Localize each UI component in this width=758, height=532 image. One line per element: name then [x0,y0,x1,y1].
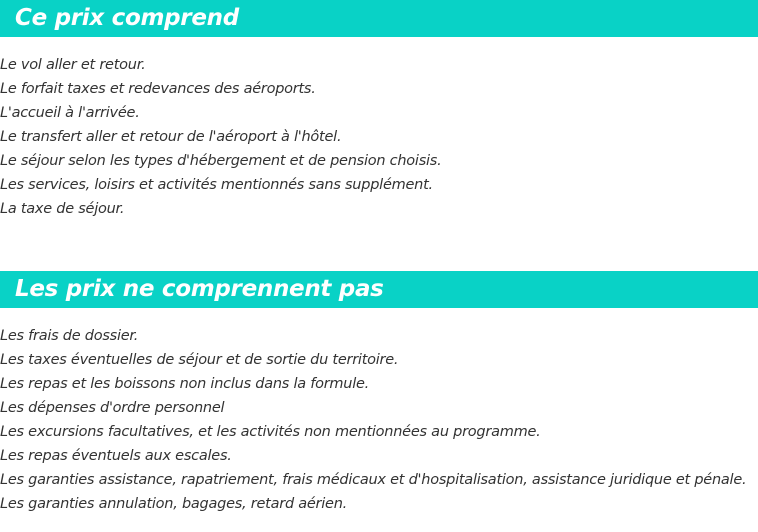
section-header-not-included: Les prix ne comprennent pas [0,271,758,308]
not-included-list [0,324,746,516]
list-item: Les garanties assistance, rapatriement, frais médicaux et d'hospitalisation, assistance juridique et pénale. [0,472,747,488]
list-item: Les garanties annulation, bagages, retard aérien. [0,496,348,512]
list-item: La taxe de séjour. [0,201,125,217]
list-item: Les excursions facultatives, et les activités non mentionnées au programme. [0,424,541,440]
included-list [0,53,441,221]
list-item: Les taxes éventuelles de séjour et de sortie du territoire. [0,352,399,368]
list-item: Les services, loisirs et activités mentionnés sans supplément. [0,177,433,193]
list-item: Le vol aller et retour. [0,57,146,73]
list-item: Le transfert aller et retour de l'aéroport à l'hôtel. [0,129,342,145]
list-item: Les frais de dossier. [0,328,139,344]
list-item: L'accueil à l'arrivée. [0,105,140,121]
list-item: Les repas et les boissons non inclus dans la formule. [0,376,370,392]
list-item: Le séjour selon les types d'hébergement et de pension choisis. [0,153,442,169]
section-header-included: Ce prix comprend [0,0,758,37]
list-item: Le forfait taxes et redevances des aéroports. [0,81,316,97]
list-item: Les dépenses d'ordre personnel [0,400,225,416]
list-item: Les repas éventuels aux escales. [0,448,232,464]
